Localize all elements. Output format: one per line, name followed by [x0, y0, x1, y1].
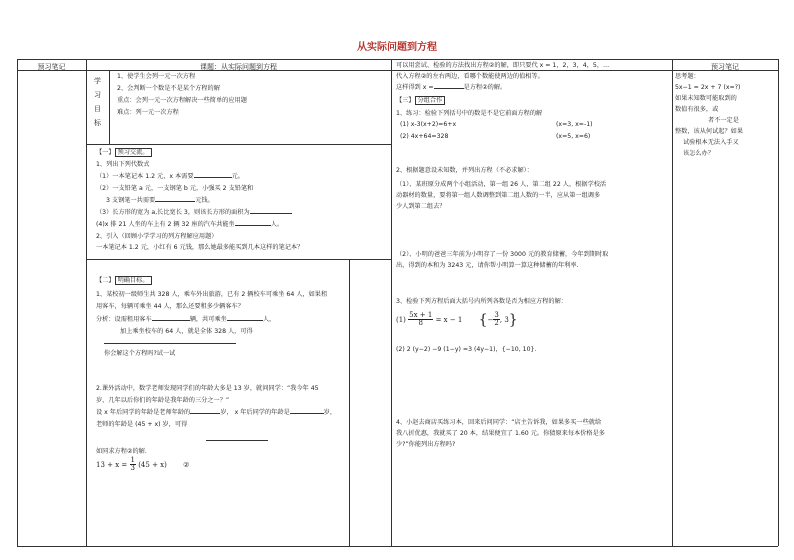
- exercise-4-line-1: 4、小赵去商店买练习本，回来后问同学：“店主告诉我，如果多买一些就给: [396, 419, 602, 426]
- sec2-problem-2-line-2: 岁，几年以后你们的年龄是我年龄的三分之一？”: [96, 397, 230, 404]
- left-notes-header: 预习笔记: [37, 63, 66, 71]
- trial-method-line-1: 可以用尝试、检验的方法找出方程②的解，即只要代 x = 1，2，3，4，5，…: [396, 62, 610, 69]
- sec1-item-2-cont: 3 支钢笔一共需要 元钱。: [106, 197, 214, 204]
- answer-line-2: [206, 440, 268, 441]
- exercise-3-equation-1: (1) $\frac{5x + 1}{8}$ = x − 1 {− $\frac{3}{2}$ , 3}: [396, 311, 518, 328]
- sec1-question-2-text: 一本笔记本 1.2 元，小红有 6 元钱，那么她最多能买到几本这样的笔记本？: [96, 244, 304, 251]
- exercise-3-equation-2: (2) 2 (y−2) −9 (1−y) =3 (4y−1)，{−10, 10}.: [396, 346, 537, 353]
- exercise-3: 3、检验下列方程后面大括号内所列各数是否为相应方程的解：: [396, 298, 567, 305]
- exercise-3-fraction: $\frac{5x + 1}{8}$: [409, 311, 433, 328]
- sec2-try-text: 你会解这个方程吗?试一试: [104, 350, 176, 357]
- sec2-problem-2-teacher: 老师的年龄是 (45 + x) 岁，可得: [96, 421, 188, 428]
- sec1-question-1: 1、列出下列代数式: [96, 161, 150, 168]
- sec2-analysis-line-1: 分析：设需租用客车 辆，共可乘坐 人，: [96, 316, 276, 323]
- sec1-item-1: （1）一本笔记本 1.2 元，x 本需要 元。: [96, 173, 244, 180]
- section-group-heading: 【三】 分组合作: [396, 98, 445, 104]
- sec2-problem-1-line-2: 用客车，每辆可乘坐 44 人，那么还要租多少辆客车？: [96, 303, 244, 310]
- sec2-analysis-line-2: 加上乘坐校车的 64 人，就是全体 328 人，可得: [120, 328, 253, 335]
- exercise-4-line-3: 少?”你能列出方程吗?: [396, 441, 456, 448]
- exercise-1-item-2: (2) 4x+64=328 (x=5, x=6): [400, 133, 591, 140]
- exercise-1-item-1: (1) x-3(x+2)=6+x (x=3, x=-1): [400, 121, 593, 128]
- sec1-item-4: (4)x 排 21 人坐的车上有 2 辆 32 座的汽车共能坐 人。: [96, 221, 284, 228]
- sec2-problem-2-setup: 设 x 年后同学的年龄是老师年龄的 岁， x 年后同学的年龄是 岁，: [96, 409, 337, 416]
- trial-method-line-2: 代入方程②的左右两边，看哪个数能使两边的值相等。: [396, 73, 544, 80]
- sec1-question-2: 2、引入（回顾小学学习的列方程解应用题）: [96, 233, 218, 240]
- sec2-equation-lead: 如同求方程②的解.: [96, 448, 147, 455]
- exercise-4-line-2: 我八折优惠，我就买了 20 本，结果便宜了 1.60 元。你猜原来每本价格是多: [396, 430, 605, 437]
- sec2-problem-1-line-1: 1、某校初一级师生共 328 人，乘车外出旅游，已有 2 辆校车可乘坐 64 人，如果租: [96, 291, 328, 298]
- exercise-2: 2、根据题意设未知数，并列出方程（不必求解）：: [396, 167, 533, 174]
- exercise-2-1-line-2: 动器材的数量，要将第一组人数调整到第二组人数的一半，应从第一组调多: [396, 192, 601, 199]
- sec2-problem-2-line-1: 2.课外活动中，数学老师发现同学们的年龄大多是 13 岁，就问同学：“我今年 45: [96, 385, 319, 392]
- lesson-title-header: 课题：从实际问题到方程: [200, 63, 277, 71]
- right-notes-header: 预习笔记: [711, 63, 739, 71]
- section-goal-heading: 【二】 明确目标。: [96, 278, 152, 284]
- page-title: 从实际问题到方程: [357, 42, 437, 53]
- exercise-1: 1、练习：检验下列括号中的数是不是它前面方程的解: [396, 110, 543, 117]
- exercise-2-2-line-2: 出，得到的本和为 3243 元，请你帮小明算一算这种储蓄的年利率.: [396, 262, 579, 269]
- sec1-item-3: （3）长方形的宽为 a,长比宽长 3，则该长方形的面积为: [96, 210, 292, 216]
- exercise-2-1-line-3: 少人到第二组去？: [396, 203, 446, 210]
- answer-line: [104, 343, 236, 344]
- exercise-2-1-line-1: （1）、某班原分成两个小组活动，第一组 26 人，第二组 22 人，根据学校活: [396, 181, 607, 188]
- equation-2-fraction: $\frac{1}{3}$: [130, 456, 135, 473]
- section-preview-heading: 【一】 预习交流。: [96, 150, 152, 156]
- trial-method-line-3: 这样得到 x = 是方程②的解。: [396, 84, 507, 91]
- sec1-item-2: （2）一支铅笔 a 元，一支钢笔 b 元，小强买 2 支铅笔和: [96, 185, 254, 192]
- equation-2: 13 + x = $\frac{1}{3}$ (45 + x) ②: [96, 456, 190, 473]
- exercise-2-2-line-1: （2）、小明的爸爸三年前为小明存了一份 3000 元的教育储蓄，今年到期时取: [396, 251, 609, 258]
